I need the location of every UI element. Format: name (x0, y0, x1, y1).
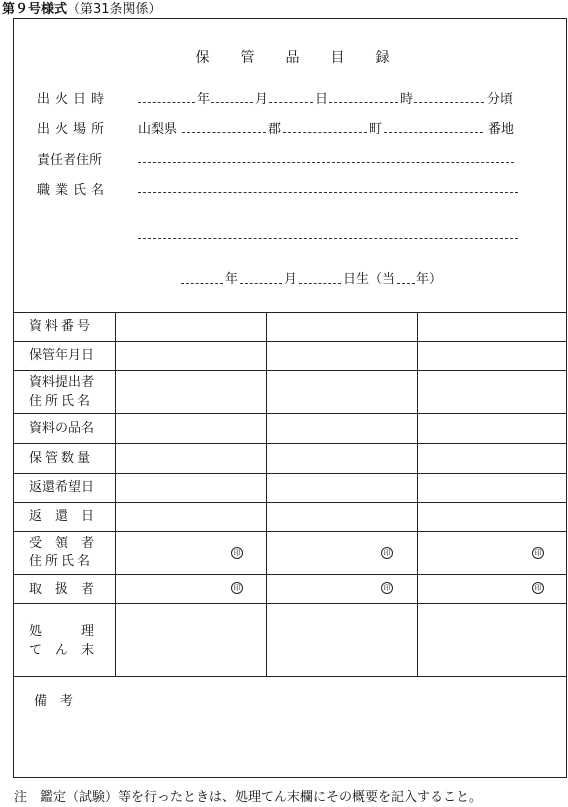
title-char: 品 (285, 50, 300, 66)
occupation-blank-2[interactable] (138, 238, 518, 239)
owner-address-label: 責任者住所 (37, 153, 103, 168)
hour-unit: 時 (400, 92, 414, 107)
year-blank[interactable] (138, 102, 195, 103)
row-label-receiver-address: 住所氏名 (29, 554, 94, 569)
title-char: 管 (240, 50, 255, 66)
seal-mark-icon: 印 (381, 547, 393, 559)
row-label-return-request-date: 返還希望日 (29, 480, 95, 495)
row-divider (13, 443, 567, 444)
table-bottom-line (13, 676, 567, 677)
lot-unit: 番地 (488, 122, 515, 137)
table-top-line (13, 312, 567, 313)
district-blank[interactable] (182, 132, 266, 133)
form-rule-reference: （第31条関係） (67, 2, 162, 17)
district-unit: 郡 (268, 122, 282, 137)
seal-mark-icon: 印 (231, 547, 243, 559)
town-blank[interactable] (283, 132, 367, 133)
row-divider (13, 502, 567, 503)
row-divider (13, 603, 567, 604)
form-heading (2, 0, 162, 17)
title-char: 保 (195, 50, 210, 66)
row-divider (13, 413, 567, 414)
fire-place-label: 出火場所 (37, 122, 110, 137)
footnote: 注 鑑定（試験）等を行ったときは、処理てん末欄にその概要を記入すること。 (14, 790, 483, 805)
seal-mark-icon: 印 (231, 582, 243, 594)
month-unit: 月 (255, 92, 269, 107)
minute-unit: 分頃 (487, 92, 514, 107)
birth-day-unit: 日生（当 (343, 272, 396, 287)
lot-blank[interactable] (384, 132, 483, 133)
row-label-return-date: 返 還 日 (29, 509, 95, 524)
seal-mark-icon: 印 (381, 582, 393, 594)
row-label-quantity: 保管数量 (29, 451, 94, 466)
form-number: 第９号様式 (2, 2, 68, 17)
occupation-label: 職業氏名 (37, 183, 110, 198)
age-unit: 年） (416, 272, 443, 287)
day-unit: 日 (315, 92, 329, 107)
day-blank[interactable] (269, 102, 313, 103)
birth-year-unit: 年 (225, 272, 239, 287)
column-divider (266, 312, 267, 676)
row-divider (13, 531, 567, 532)
title-char: 録 (375, 50, 390, 66)
occupation-blank[interactable] (138, 192, 518, 193)
birth-month-blank[interactable] (240, 283, 282, 284)
row-divider (13, 341, 567, 342)
row-label-submitter: 資料提出者 (29, 375, 95, 390)
hour-blank[interactable] (329, 102, 398, 103)
row-label-submitter-address: 住所氏名 (29, 394, 94, 409)
row-label-disposition-details: て ん 末 (29, 643, 95, 658)
seal-mark-icon: 印 (532, 547, 544, 559)
row-label-document-number: 資料番号 (29, 319, 94, 334)
row-label-handler: 取 扱 者 (29, 582, 95, 597)
column-divider (417, 312, 418, 676)
year-unit: 年 (197, 92, 211, 107)
form-title (180, 47, 405, 67)
column-divider (115, 312, 116, 676)
birth-month-unit: 月 (284, 272, 298, 287)
seal-mark-icon: 印 (532, 582, 544, 594)
row-label-item-name: 資料の品名 (29, 421, 95, 436)
remarks-label: 備 考 (34, 694, 74, 709)
row-divider (13, 574, 567, 575)
row-divider (13, 473, 567, 474)
row-label-disposition: 処 理 (29, 624, 95, 639)
birth-day-blank[interactable] (299, 283, 341, 284)
month-blank[interactable] (211, 102, 253, 103)
birth-year-blank[interactable] (181, 283, 223, 284)
minute-blank[interactable] (414, 102, 484, 103)
owner-address-blank[interactable] (138, 162, 514, 163)
row-label-receiver: 受 領 者 (29, 536, 95, 551)
title-char: 目 (330, 50, 345, 66)
age-blank[interactable] (397, 283, 415, 284)
prefecture-name: 山梨県 (138, 122, 178, 137)
town-unit: 町 (369, 122, 383, 137)
row-label-storage-date: 保管年月日 (29, 348, 95, 363)
row-divider (13, 370, 567, 371)
fire-date-label: 出火日時 (37, 92, 110, 107)
